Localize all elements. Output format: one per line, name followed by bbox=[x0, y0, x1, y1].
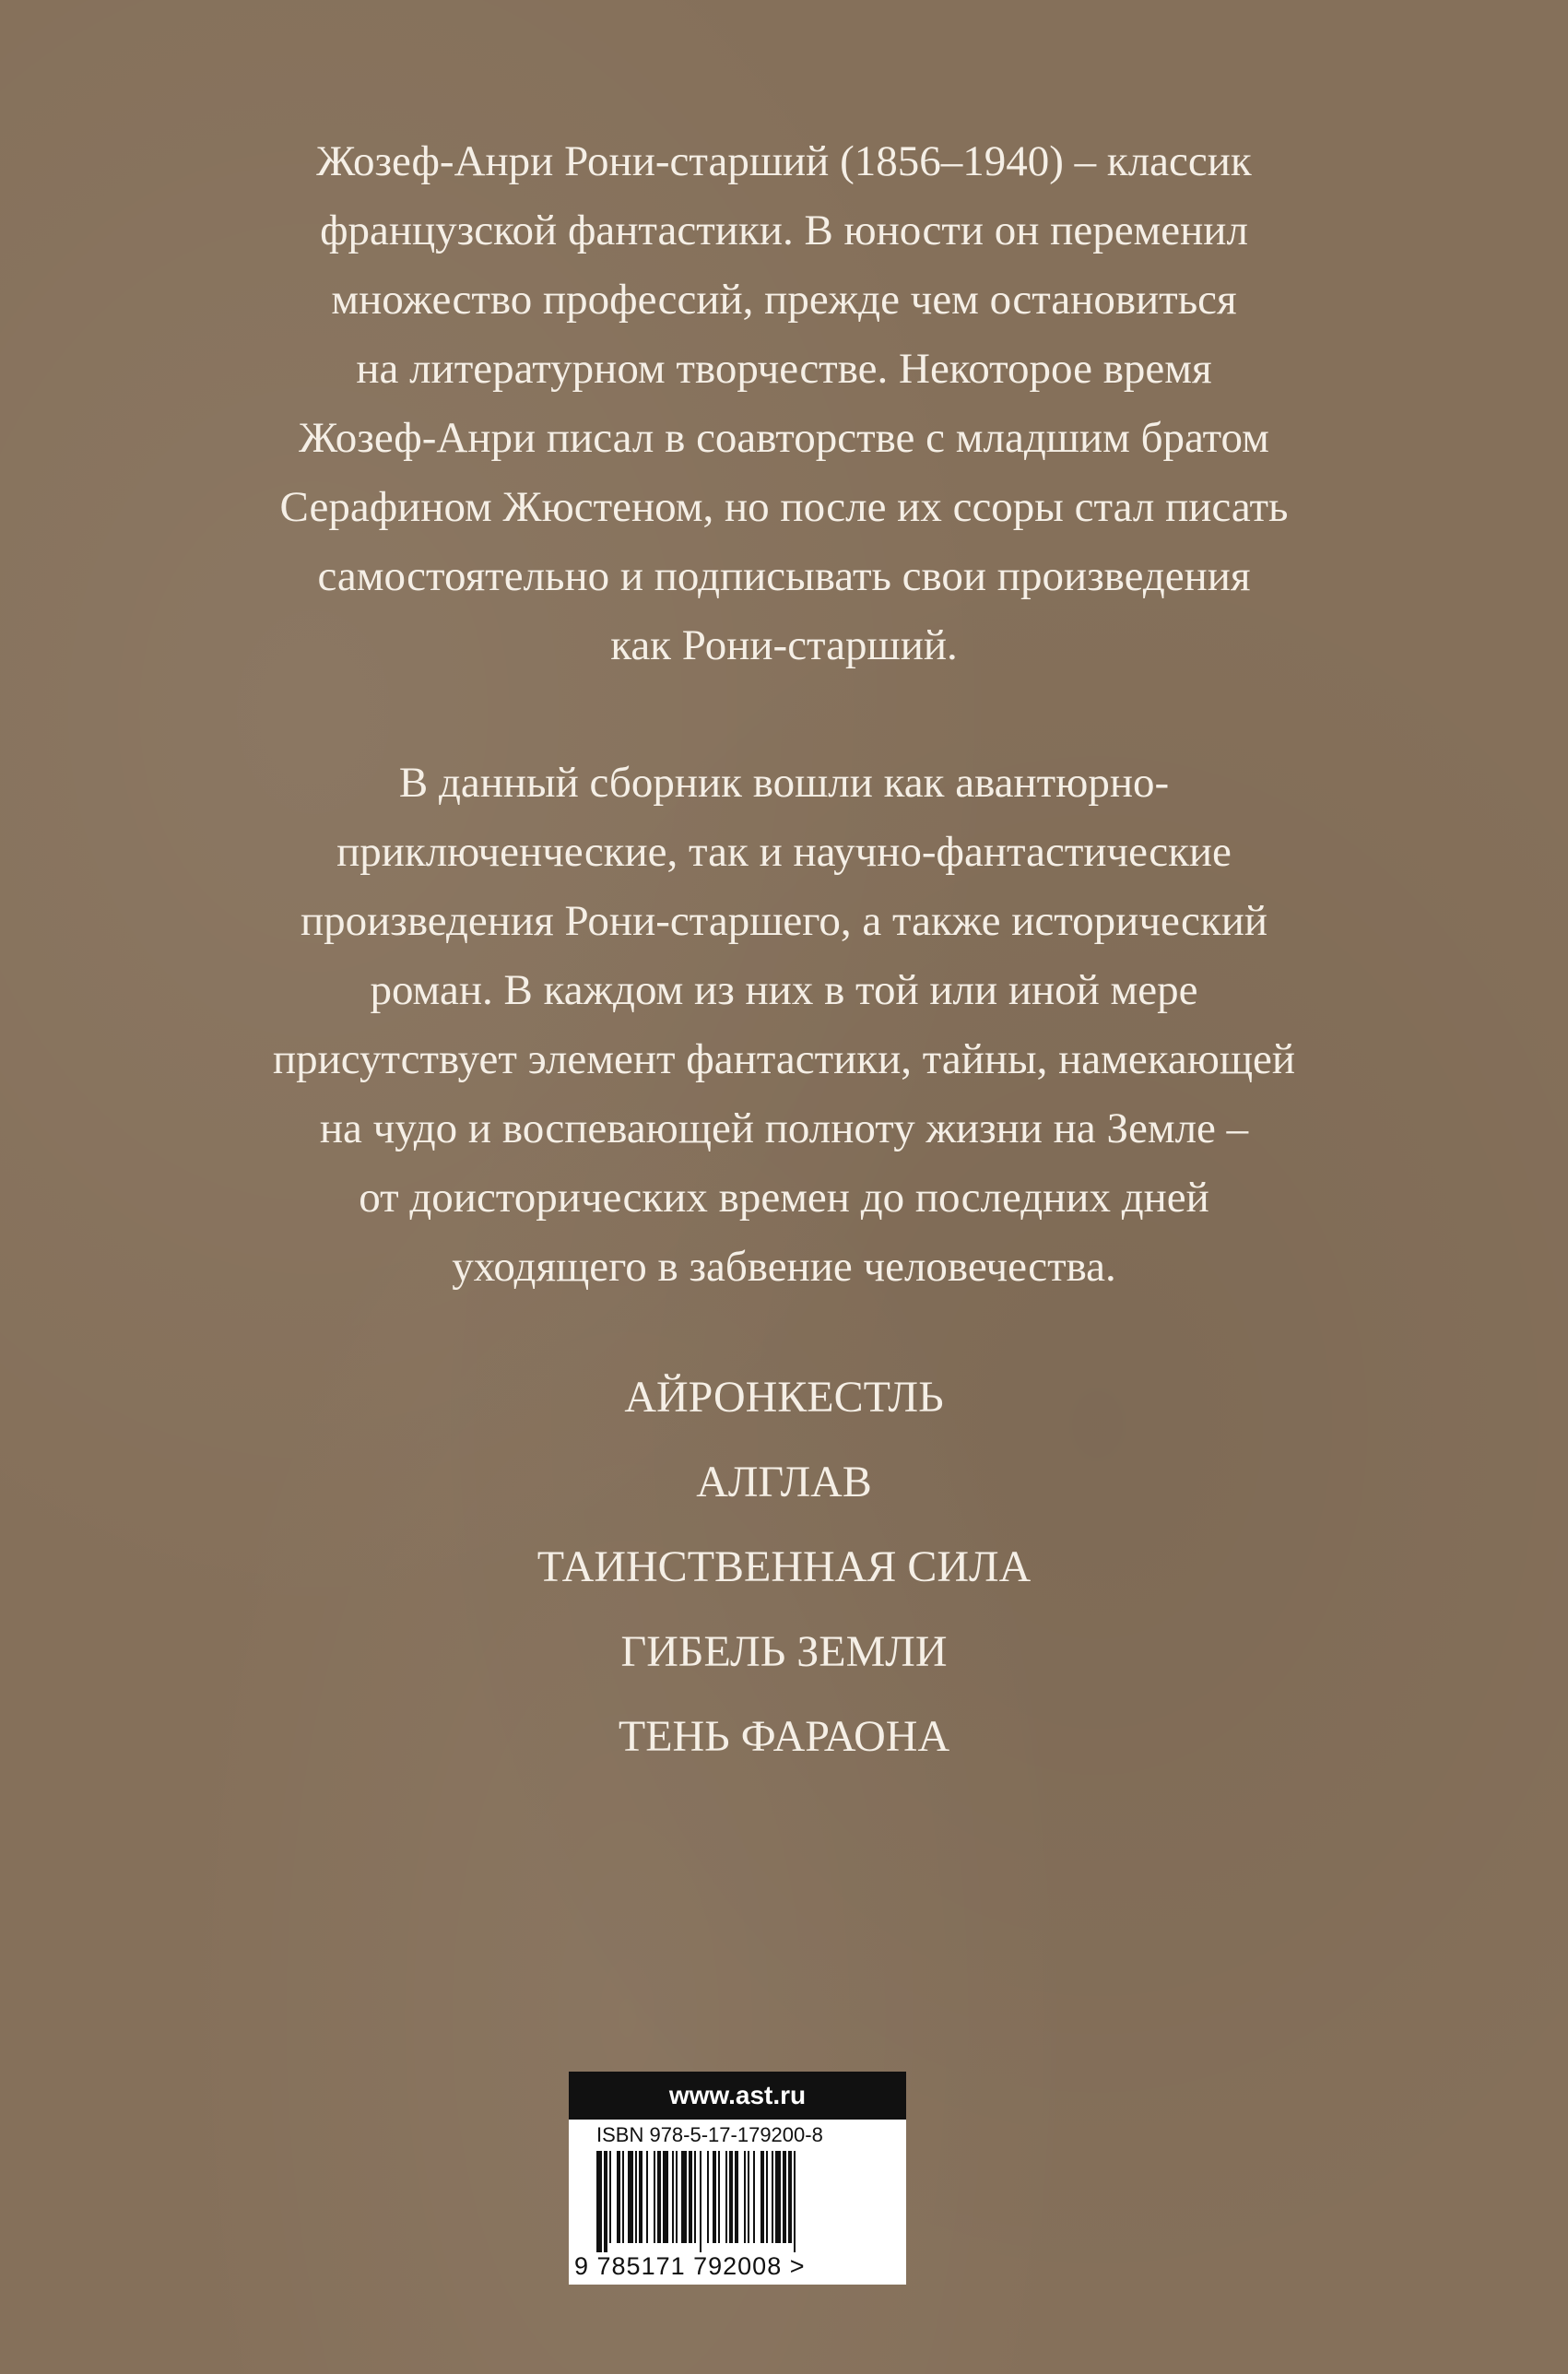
publisher-website: www.ast.ru bbox=[569, 2072, 906, 2120]
barcode-bar bbox=[694, 2151, 696, 2243]
contents-list bbox=[92, 1355, 1476, 1779]
barcode-bar bbox=[766, 2151, 768, 2243]
barcode-bar bbox=[788, 2151, 792, 2243]
text-line: Жозеф-Анри Рони-старший (1856–1940) – классик bbox=[316, 137, 1252, 185]
barcode-bar bbox=[735, 2151, 738, 2243]
text-line: Жозеф-Анри писал в соавторстве с младшим братом bbox=[299, 414, 1269, 462]
barcode-bar bbox=[622, 2151, 624, 2243]
barcode-bar bbox=[628, 2151, 633, 2243]
text-line: роман. В каждом из них в той или иной мере bbox=[370, 966, 1198, 1014]
contents-title: АЙРОНКЕСТЛЬ bbox=[624, 1373, 944, 1422]
text-line: от доисторических времен до последних дней bbox=[359, 1174, 1209, 1222]
barcode-bar bbox=[635, 2151, 637, 2243]
text-line: самостоятельно и подписывать свои произведения bbox=[317, 552, 1251, 600]
barcode-bar bbox=[772, 2151, 773, 2243]
description-paragraph-1 bbox=[92, 127, 1476, 680]
barcode-bar bbox=[794, 2151, 796, 2252]
barcode-bar bbox=[604, 2151, 607, 2252]
barcode-bar bbox=[744, 2151, 746, 2243]
barcode-bar bbox=[753, 2151, 755, 2243]
barcode-bar bbox=[760, 2151, 764, 2243]
barcode-bar bbox=[725, 2151, 727, 2243]
barcode-bar bbox=[654, 2151, 655, 2243]
contents-title: ТЕНЬ ФАРАОНА bbox=[618, 1712, 950, 1761]
barcode-bar bbox=[713, 2151, 716, 2243]
barcode-bar bbox=[700, 2151, 701, 2252]
barcode-bar bbox=[707, 2151, 709, 2243]
barcode-bar bbox=[617, 2151, 620, 2243]
barcode-bar bbox=[718, 2151, 720, 2243]
text-line: на литературном творчестве. Некоторое время bbox=[356, 345, 1212, 393]
text-line: В данный сборник вошли как авантюрно- bbox=[398, 759, 1170, 807]
barcode-bar bbox=[681, 2151, 687, 2243]
barcode-bar bbox=[775, 2151, 781, 2243]
text-line: приключенческие, так и научно-фантастические bbox=[336, 828, 1232, 876]
isbn-barcode-block bbox=[569, 2072, 906, 2285]
text-line: французской фантастики. В юности он переменил bbox=[320, 207, 1248, 254]
description-paragraph-2 bbox=[92, 749, 1476, 1302]
barcode-bars bbox=[596, 2151, 882, 2252]
barcode-bar bbox=[689, 2151, 692, 2243]
contents-title: ТАИНСТВЕННАЯ СИЛА bbox=[536, 1542, 1032, 1591]
text-line: присутствует элемент фантастики, тайны, намекающей bbox=[272, 1035, 1296, 1083]
barcode-bar bbox=[596, 2151, 602, 2252]
text-line: произведения Рони-старшего, а также исторический bbox=[300, 897, 1268, 945]
barcode-bar bbox=[663, 2151, 668, 2243]
barcode-bar bbox=[646, 2151, 648, 2243]
text-line: как Рони-старший. bbox=[610, 621, 958, 669]
barcode-bar bbox=[676, 2151, 678, 2243]
isbn-number: ISBN 978-5-17-179200-8 bbox=[596, 2123, 823, 2146]
barcode-bar bbox=[609, 2151, 611, 2243]
barcode-bar bbox=[748, 2151, 749, 2243]
barcode-bar bbox=[639, 2151, 643, 2243]
barcode-bar bbox=[783, 2151, 786, 2243]
contents-title: ГИБЕЛЬ ЗЕМЛИ bbox=[620, 1627, 948, 1676]
text-line: множество профессий, прежде чем остановиться bbox=[331, 276, 1237, 324]
barcode-bar bbox=[672, 2151, 674, 2243]
barcode-bar bbox=[729, 2151, 733, 2243]
barcode-digits: 9 785171 792008 > bbox=[574, 2252, 806, 2280]
text-line: уходящего в забвение человечества. bbox=[452, 1243, 1116, 1291]
barcode-bar bbox=[657, 2151, 661, 2243]
contents-title: АЛГЛАВ bbox=[696, 1458, 872, 1506]
text-line: Серафином Жюстеном, но после их ссоры стал писать bbox=[279, 483, 1289, 531]
text-line: на чудо и воспевающей полноту жизни на Земле – bbox=[319, 1104, 1249, 1152]
